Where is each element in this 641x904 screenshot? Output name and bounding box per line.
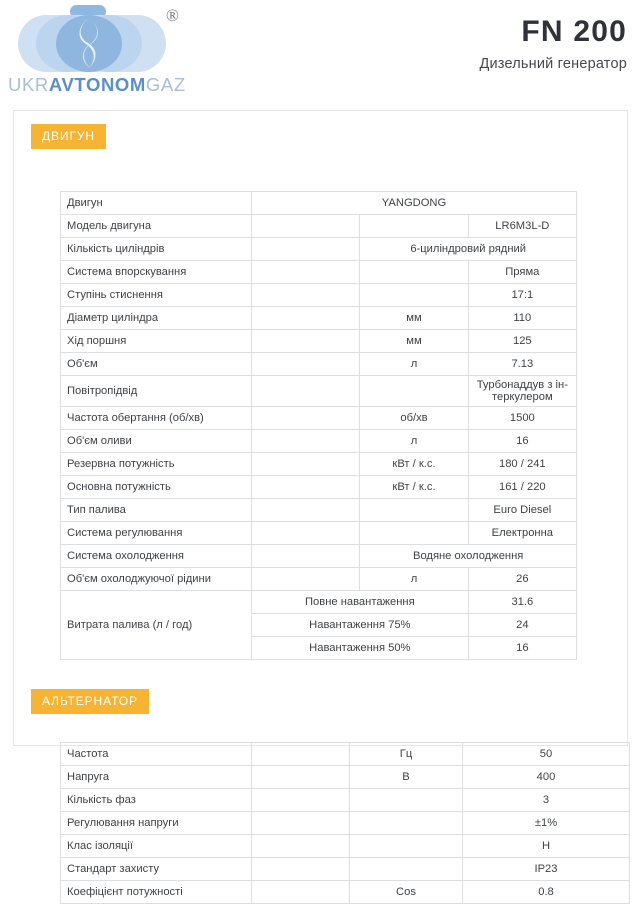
row-label: Система впорскування: [61, 261, 252, 284]
row-blank: [252, 330, 360, 353]
row-value: 3: [463, 789, 630, 812]
row-unit: кВт / к.с.: [360, 476, 468, 499]
row-label: Система охолодження: [61, 545, 252, 568]
alternator-table-body: [61, 743, 630, 904]
table-row: [61, 307, 577, 330]
row-blank: [252, 568, 360, 591]
row-label: Клас ізоляції: [61, 835, 252, 858]
row-blank: [252, 522, 360, 545]
row-label: Кількість циліндрів: [61, 238, 252, 261]
table-row: [61, 476, 577, 499]
row-blank: [252, 835, 350, 858]
row-label: Хід поршня: [61, 330, 252, 353]
row-blank: [252, 789, 350, 812]
row-unit: мм: [360, 307, 468, 330]
row-value: 400: [463, 766, 630, 789]
table-row: [61, 858, 630, 881]
row-blank: [252, 812, 350, 835]
table-row: [61, 499, 577, 522]
table-row: [61, 568, 577, 591]
row-unit: [360, 522, 468, 545]
row-value: ±1%: [463, 812, 630, 835]
row-value: YANGDONG: [252, 192, 577, 215]
alternator-spec-table: [60, 742, 630, 904]
row-label: Тип палива: [61, 499, 252, 522]
row-value: 110: [468, 307, 576, 330]
row-blank: [252, 881, 350, 904]
page-header: [0, 0, 641, 110]
page-title: FN 200: [521, 15, 627, 48]
row-label: Резервна потужність: [61, 453, 252, 476]
row-blank: [252, 407, 360, 430]
row-value: LR6M3L-D: [468, 215, 576, 238]
table-row: [61, 430, 577, 453]
table-row: [61, 881, 630, 904]
table-row: [61, 330, 577, 353]
row-label: Повітропідвід: [61, 376, 252, 407]
brand-block: [8, 4, 193, 104]
row-value: IP23: [463, 858, 630, 881]
row-value: 1500: [468, 407, 576, 430]
logo-swirl-icon: [74, 17, 104, 70]
row-label: Система регулювання: [61, 522, 252, 545]
row-unit: мм: [360, 330, 468, 353]
row-unit: В: [350, 766, 463, 789]
row-unit: Cos: [350, 881, 463, 904]
wordmark-gaz: GAZ: [145, 74, 186, 95]
fuel-mode-label: Навантаження 75%: [252, 614, 469, 637]
row-unit: [350, 835, 463, 858]
row-unit: л: [360, 430, 468, 453]
spacer-between-sections: [14, 660, 627, 689]
row-blank: [252, 545, 360, 568]
table-row: [61, 766, 630, 789]
row-label: Об'єм: [61, 353, 252, 376]
row-value: 161 / 220: [468, 476, 576, 499]
row-unit: [350, 858, 463, 881]
row-label: Двигун: [61, 192, 252, 215]
section-badge-engine: ДВИГУН: [31, 124, 106, 149]
row-blank: [252, 238, 360, 261]
row-blank: [252, 430, 360, 453]
row-value: 50: [463, 743, 630, 766]
row-value: 6-циліндровий рядний: [360, 238, 577, 261]
row-unit: об/хв: [360, 407, 468, 430]
row-label: Основна потужність: [61, 476, 252, 499]
fuel-value: 24: [468, 614, 576, 637]
table-row: [61, 215, 577, 238]
row-label: Напруга: [61, 766, 252, 789]
row-label: Ступінь стиснення: [61, 284, 252, 307]
fuel-mode-label: Навантаження 50%: [252, 637, 469, 660]
registered-trademark-symbol: ®: [166, 6, 179, 25]
row-label: Об'єм охолоджуючої рідини: [61, 568, 252, 591]
spec-card: [13, 110, 628, 898]
row-blank: [252, 476, 360, 499]
row-label: Частота: [61, 743, 252, 766]
row-blank: [252, 499, 360, 522]
row-unit: кВт / к.с.: [360, 453, 468, 476]
row-blank: [252, 766, 350, 789]
row-value: 125: [468, 330, 576, 353]
row-value: 16: [468, 430, 576, 453]
row-unit: [360, 261, 468, 284]
table-row: [61, 284, 577, 307]
spacer-engine: [14, 149, 627, 191]
wordmark-avtonom: AVTONOM: [48, 74, 146, 95]
row-value: Електронна: [468, 522, 576, 545]
row-blank: [252, 376, 360, 407]
row-blank: [252, 307, 360, 330]
row-value: Пряма: [468, 261, 576, 284]
row-blank: [252, 215, 360, 238]
row-label: Об'єм оливи: [61, 430, 252, 453]
section-badge-alternator: АЛЬТЕРНАТОР: [31, 689, 149, 714]
row-unit: л: [360, 353, 468, 376]
table-row: [61, 376, 577, 407]
table-row: [61, 261, 577, 284]
table-row: [61, 812, 630, 835]
table-row: [61, 453, 577, 476]
row-value: Водяне охолодження: [360, 545, 577, 568]
row-label: Коефіцієнт потужності: [61, 881, 252, 904]
row-unit: [360, 376, 468, 407]
row-unit: [350, 789, 463, 812]
table-row: [61, 353, 577, 376]
table-row: [61, 835, 630, 858]
row-unit: [360, 215, 468, 238]
row-value: 26: [468, 568, 576, 591]
ukravtonomgaz-logo-icon: [8, 4, 179, 72]
table-row: [61, 591, 577, 614]
page-subtitle: Дизельний генератор: [479, 56, 627, 72]
row-label: Діаметр циліндра: [61, 307, 252, 330]
table-row: [61, 238, 577, 261]
row-value: 0.8: [463, 881, 630, 904]
row-value: 180 / 241: [468, 453, 576, 476]
wordmark-ukr: UKR: [8, 74, 49, 95]
row-unit: [360, 499, 468, 522]
table-row: [61, 192, 577, 215]
fuel-value: 16: [468, 637, 576, 660]
row-value: Турбонаддув з ін-теркулером: [468, 376, 576, 407]
fuel-consumption-label: Витрата палива (л / год): [61, 591, 252, 660]
row-label: Модель двигуна: [61, 215, 252, 238]
row-unit: [350, 812, 463, 835]
row-label: Частота обертання (об/хв): [61, 407, 252, 430]
row-blank: [252, 261, 360, 284]
row-value: 17:1: [468, 284, 576, 307]
row-blank: [252, 743, 350, 766]
row-blank: [252, 353, 360, 376]
row-value: H: [463, 835, 630, 858]
row-unit: Гц: [350, 743, 463, 766]
fuel-mode-label: Повне навантаження: [252, 591, 469, 614]
row-unit: л: [360, 568, 468, 591]
brand-wordmark: [8, 75, 193, 95]
row-blank: [252, 858, 350, 881]
title-block: [479, 14, 627, 72]
table-row: [61, 407, 577, 430]
row-label: Кількість фаз: [61, 789, 252, 812]
row-value: Euro Diesel: [468, 499, 576, 522]
table-row: [61, 789, 630, 812]
row-label: Регулювання напруги: [61, 812, 252, 835]
spacer-alternator: [14, 714, 627, 742]
table-row: [61, 522, 577, 545]
engine-spec-table: [60, 191, 577, 660]
engine-table-body: [61, 192, 577, 660]
row-blank: [252, 453, 360, 476]
table-row: [61, 743, 630, 766]
fuel-value: 31.6: [468, 591, 576, 614]
row-unit: [360, 284, 468, 307]
table-row: [61, 545, 577, 568]
row-blank: [252, 284, 360, 307]
row-value: 7.13: [468, 353, 576, 376]
row-label: Стандарт захисту: [61, 858, 252, 881]
